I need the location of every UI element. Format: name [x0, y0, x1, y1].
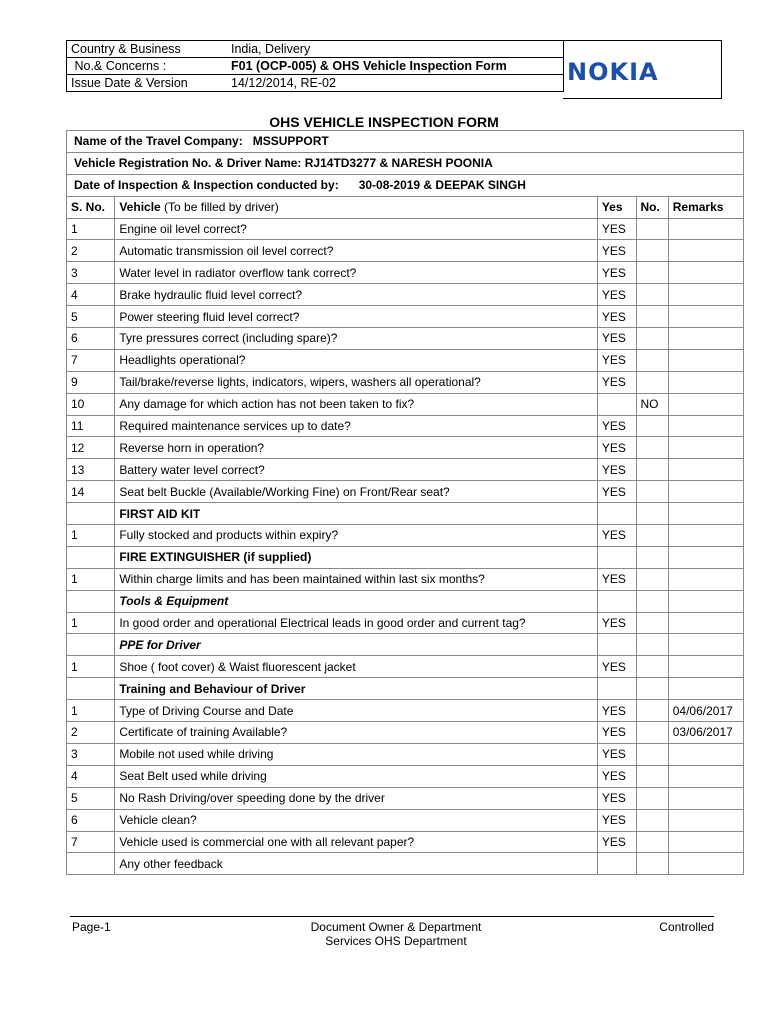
cell-remarks: [668, 415, 743, 437]
section-sno-cell: [67, 503, 115, 525]
cell-item: Vehicle clean?: [115, 809, 597, 831]
cell-item: Tyre pressures correct (including spare)?: [115, 328, 597, 350]
cell-remarks: [668, 371, 743, 393]
table-row: [67, 240, 744, 262]
cell-yes: YES: [597, 459, 636, 481]
cell-yes: YES: [597, 328, 636, 350]
cell-sno: 11: [67, 415, 115, 437]
section-row: [67, 590, 744, 612]
date-value: 30-08-2019 & DEEPAK SINGH: [358, 178, 526, 193]
cell-remarks: [668, 743, 743, 765]
cell-no: [636, 568, 668, 590]
cell-yes: YES: [597, 481, 636, 503]
section-sno-cell: [67, 678, 115, 700]
cell-item: Required maintenance services up to date?: [115, 415, 597, 437]
table-row: [67, 831, 744, 853]
section-remarks-cell: [668, 546, 743, 568]
col-header-item-bold: Vehicle: [119, 200, 161, 215]
col-header-no: No.: [636, 196, 668, 218]
cell-no: [636, 853, 668, 875]
inspection-table: [66, 130, 744, 875]
footer-status: Controlled: [659, 920, 714, 934]
cell-no: [636, 328, 668, 350]
header-info-table: [66, 40, 564, 92]
footer-owner-line2: Services OHS Department: [325, 934, 467, 948]
table-row: [67, 481, 744, 503]
section-title: PPE for Driver: [115, 634, 597, 656]
cell-no: [636, 656, 668, 678]
cell-item: Certificate of training Available?: [115, 722, 597, 744]
section-remarks-cell: [668, 678, 743, 700]
header-row-country: [67, 41, 563, 58]
cell-item: Type of Driving Course and Date: [115, 700, 597, 722]
section-title: Training and Behaviour of Driver: [115, 678, 597, 700]
info-cell: [67, 131, 744, 153]
cell-remarks: [668, 437, 743, 459]
section-no-cell: [636, 634, 668, 656]
cell-yes: YES: [597, 656, 636, 678]
cell-remarks: [668, 349, 743, 371]
cell-remarks: [668, 568, 743, 590]
col-header-item-note: (To be filled by driver): [160, 200, 279, 215]
cell-remarks: 03/06/2017: [668, 722, 743, 744]
cell-yes: YES: [597, 240, 636, 262]
table-row: [67, 656, 744, 678]
cell-sno: [67, 853, 115, 875]
cell-sno: 13: [67, 459, 115, 481]
cell-remarks: [668, 393, 743, 415]
cell-item: Any damage for which action has not been taken to fix?: [115, 393, 597, 415]
info-row-vehicle: [67, 152, 744, 174]
header-row-concerns: [67, 58, 563, 75]
cell-sno: 1: [67, 568, 115, 590]
cell-remarks: [668, 853, 743, 875]
cell-no: [636, 306, 668, 328]
section-no-cell: [636, 678, 668, 700]
table-row: [67, 612, 744, 634]
section-no-cell: [636, 503, 668, 525]
cell-item: Reverse horn in operation?: [115, 437, 597, 459]
cell-sno: 1: [67, 656, 115, 678]
cell-item: Headlights operational?: [115, 349, 597, 371]
cell-no: [636, 371, 668, 393]
table-row: [67, 787, 744, 809]
cell-yes: YES: [597, 809, 636, 831]
cell-yes: [597, 393, 636, 415]
cell-item: Brake hydraulic fluid level correct?: [115, 284, 597, 306]
cell-remarks: [668, 481, 743, 503]
section-sno-cell: [67, 634, 115, 656]
cell-yes: YES: [597, 831, 636, 853]
cell-yes: YES: [597, 722, 636, 744]
table-row: [67, 525, 744, 547]
cell-no: [636, 525, 668, 547]
cell-yes: YES: [597, 525, 636, 547]
section-row: [67, 634, 744, 656]
cell-no: [636, 284, 668, 306]
info-row-company: [67, 131, 744, 153]
cell-sno: 4: [67, 765, 115, 787]
cell-no: [636, 809, 668, 831]
section-yes-cell: [597, 546, 636, 568]
col-header-yes: Yes: [597, 196, 636, 218]
cell-yes: YES: [597, 787, 636, 809]
cell-remarks: [668, 787, 743, 809]
cell-remarks: 04/06/2017: [668, 700, 743, 722]
cell-no: [636, 765, 668, 787]
cell-sno: 1: [67, 525, 115, 547]
cell-no: [636, 612, 668, 634]
cell-yes: YES: [597, 612, 636, 634]
table-row: [67, 743, 744, 765]
document-header: [66, 40, 723, 98]
cell-no: [636, 437, 668, 459]
cell-remarks: [668, 306, 743, 328]
cell-remarks: [668, 765, 743, 787]
section-yes-cell: [597, 590, 636, 612]
table-row: [67, 306, 744, 328]
table-row: [67, 284, 744, 306]
header-label: Country & Business: [71, 42, 181, 56]
header-value: 14/12/2014, RE-02: [231, 76, 336, 90]
header-value: F01 (OCP-005) & OHS Vehicle Inspection Form: [231, 59, 507, 73]
cell-item: Power steering fluid level correct?: [115, 306, 597, 328]
cell-sno: 9: [67, 371, 115, 393]
cell-yes: YES: [597, 743, 636, 765]
cell-no: [636, 240, 668, 262]
cell-remarks: [668, 656, 743, 678]
cell-yes: YES: [597, 765, 636, 787]
cell-no: [636, 481, 668, 503]
cell-no: NO: [636, 393, 668, 415]
cell-remarks: [668, 459, 743, 481]
cell-sno: 1: [67, 700, 115, 722]
cell-remarks: [668, 218, 743, 240]
cell-sno: 3: [67, 262, 115, 284]
cell-sno: 7: [67, 831, 115, 853]
header-value: India, Delivery: [231, 42, 311, 56]
cell-no: [636, 722, 668, 744]
cell-no: [636, 262, 668, 284]
table-row: [67, 700, 744, 722]
company-label: Name of the Travel Company:: [74, 134, 243, 149]
cell-no: [636, 349, 668, 371]
col-header-sno: S. No.: [67, 196, 115, 218]
cell-sno: 2: [67, 722, 115, 744]
footer-owner: [296, 920, 496, 948]
info-row-date: [67, 174, 744, 196]
vehicle-label: Vehicle Registration No. & Driver Name:: [74, 156, 302, 171]
cell-remarks: [668, 831, 743, 853]
cell-sno: 4: [67, 284, 115, 306]
header-label: No.& Concerns :: [71, 59, 167, 73]
section-no-cell: [636, 590, 668, 612]
cell-sno: 6: [67, 328, 115, 350]
cell-sno: 1: [67, 612, 115, 634]
vehicle-value: RJ14TD3277 & NARESH POONIA: [304, 156, 493, 171]
section-title: FIRE EXTINGUISHER (if supplied): [115, 546, 597, 568]
table-row: [67, 722, 744, 744]
nokia-logo: NOKIA: [567, 58, 659, 86]
cell-sno: 7: [67, 349, 115, 371]
form-title: OHS VEHICLE INSPECTION FORM: [269, 114, 499, 130]
table-row: [67, 218, 744, 240]
section-title: FIRST AID KIT: [115, 503, 597, 525]
cell-item: Vehicle used is commercial one with all relevant paper?: [115, 831, 597, 853]
cell-yes: YES: [597, 349, 636, 371]
cell-item: Within charge limits and has been maintained within last six months?: [115, 568, 597, 590]
cell-no: [636, 831, 668, 853]
section-yes-cell: [597, 678, 636, 700]
section-remarks-cell: [668, 590, 743, 612]
header-row-issue-date: [67, 75, 563, 91]
cell-no: [636, 459, 668, 481]
cell-item: Automatic transmission oil level correct?: [115, 240, 597, 262]
table-row: [67, 437, 744, 459]
date-label: Date of Inspection & Inspection conducted by:: [74, 178, 339, 193]
cell-item: Tail/brake/reverse lights, indicators, wipers, washers all operational?: [115, 371, 597, 393]
cell-yes: YES: [597, 700, 636, 722]
column-header-row: [67, 196, 744, 218]
cell-item: Any other feedback: [115, 853, 597, 875]
footer-divider: [70, 916, 714, 917]
company-value: MSSUPPORT: [252, 134, 329, 149]
cell-item: Shoe ( foot cover) & Waist fluorescent jacket: [115, 656, 597, 678]
cell-sno: 10: [67, 393, 115, 415]
col-header-remarks: Remarks: [668, 196, 743, 218]
section-yes-cell: [597, 634, 636, 656]
table-row: [67, 853, 744, 875]
cell-item: Engine oil level correct?: [115, 218, 597, 240]
table-row: [67, 809, 744, 831]
cell-yes: [597, 853, 636, 875]
info-cell: [67, 152, 744, 174]
cell-yes: YES: [597, 262, 636, 284]
cell-item: Battery water level correct?: [115, 459, 597, 481]
cell-item: Mobile not used while driving: [115, 743, 597, 765]
cell-no: [636, 700, 668, 722]
cell-yes: YES: [597, 568, 636, 590]
cell-sno: 1: [67, 218, 115, 240]
cell-sno: 12: [67, 437, 115, 459]
cell-remarks: [668, 328, 743, 350]
cell-remarks: [668, 525, 743, 547]
cell-item: Water level in radiator overflow tank correct?: [115, 262, 597, 284]
col-header-item: [115, 196, 597, 218]
cell-sno: 14: [67, 481, 115, 503]
section-row: [67, 546, 744, 568]
table-row: [67, 349, 744, 371]
section-row: [67, 678, 744, 700]
table-row: [67, 328, 744, 350]
logo-box: [563, 40, 722, 99]
cell-yes: YES: [597, 218, 636, 240]
cell-yes: YES: [597, 284, 636, 306]
section-remarks-cell: [668, 503, 743, 525]
cell-item: No Rash Driving/over speeding done by the driver: [115, 787, 597, 809]
footer-page: Page-1: [72, 920, 111, 934]
cell-sno: 5: [67, 787, 115, 809]
cell-remarks: [668, 284, 743, 306]
footer-owner-line1: Document Owner & Department: [310, 920, 482, 934]
table-row: [67, 371, 744, 393]
table-row: [67, 568, 744, 590]
cell-sno: 2: [67, 240, 115, 262]
section-no-cell: [636, 546, 668, 568]
cell-remarks: [668, 809, 743, 831]
cell-yes: YES: [597, 415, 636, 437]
section-sno-cell: [67, 546, 115, 568]
cell-item: Seat belt Buckle (Available/Working Fine) on Front/Rear seat?: [115, 481, 597, 503]
header-label: Issue Date & Version: [71, 76, 188, 90]
cell-remarks: [668, 612, 743, 634]
info-cell: [67, 174, 744, 196]
cell-remarks: [668, 262, 743, 284]
cell-yes: YES: [597, 371, 636, 393]
cell-sno: 6: [67, 809, 115, 831]
cell-no: [636, 218, 668, 240]
cell-remarks: [668, 240, 743, 262]
table-row: [67, 415, 744, 437]
table-row: [67, 393, 744, 415]
cell-no: [636, 787, 668, 809]
section-title: Tools & Equipment: [115, 590, 597, 612]
section-sno-cell: [67, 590, 115, 612]
section-yes-cell: [597, 503, 636, 525]
cell-sno: 5: [67, 306, 115, 328]
cell-no: [636, 415, 668, 437]
table-row: [67, 262, 744, 284]
section-row: [67, 503, 744, 525]
section-remarks-cell: [668, 634, 743, 656]
cell-sno: 3: [67, 743, 115, 765]
cell-yes: YES: [597, 306, 636, 328]
cell-item: Fully stocked and products within expiry?: [115, 525, 597, 547]
table-row: [67, 765, 744, 787]
cell-item: In good order and operational Electrical leads in good order and current tag?: [115, 612, 597, 634]
cell-yes: YES: [597, 437, 636, 459]
cell-item: Seat Belt used while driving: [115, 765, 597, 787]
table-row: [67, 459, 744, 481]
cell-no: [636, 743, 668, 765]
